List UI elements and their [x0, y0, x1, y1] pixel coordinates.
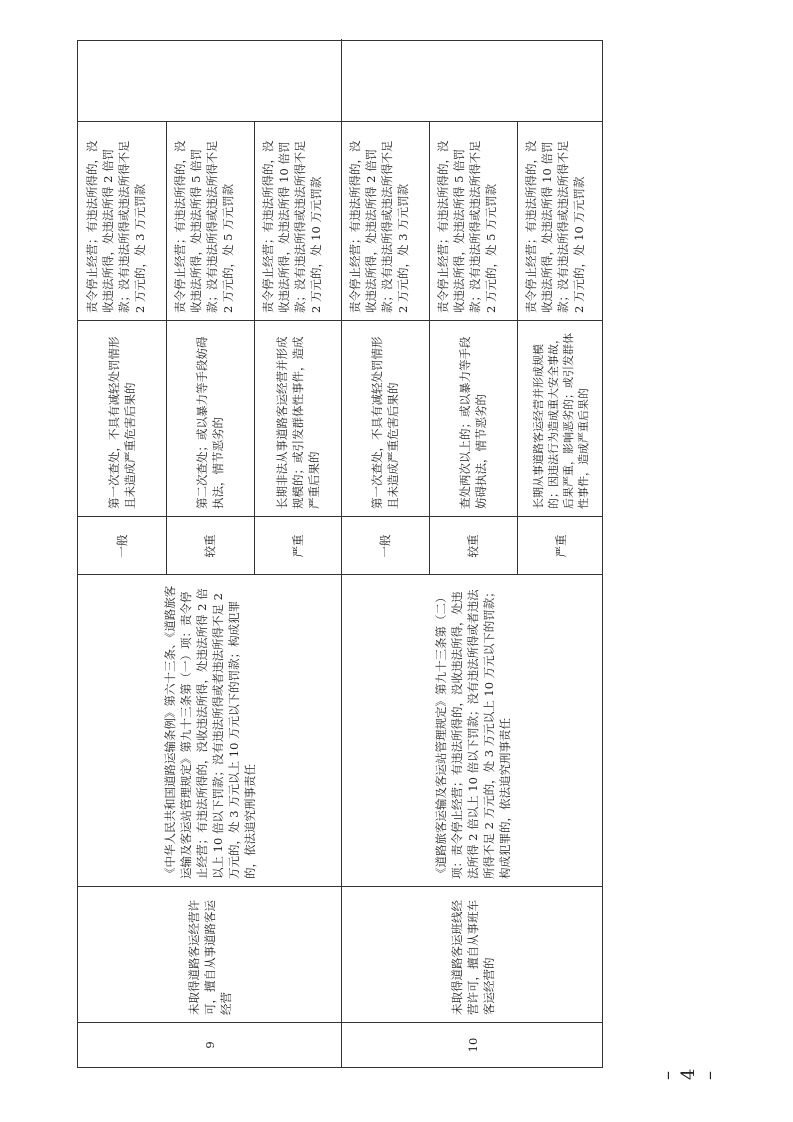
violation-item: [78, 887, 341, 1023]
violation-item-text: 未取得道路客运经营许可，擅自从事道路客运经营: [186, 900, 233, 1015]
grade-cell: 一般: [115, 534, 129, 558]
circumstance-cell: [166, 321, 254, 517]
penalty-cell: [341, 122, 429, 321]
circumstance-cell: [341, 321, 429, 517]
penalty-cell: [429, 122, 517, 321]
penalty-cell: [517, 122, 604, 321]
row-number: 10: [465, 1037, 480, 1053]
circumstance-text: 第一次查处，不具有减轻处罚情形且未造成严重危害后果的: [370, 336, 400, 509]
circumstance-text: 查处两次以上的；或以暴力等手段妨碍执法，情节恶劣的: [458, 336, 488, 509]
grade-cell: 较重: [466, 534, 480, 558]
penalty-text: 责令停止经营；有违法所得的，没收违法所得，处违法所得 10 倍罚款；没有违法所得或违法所得不足 2 万元的，处 10 万元罚款: [524, 140, 586, 313]
grade-cell: 严重: [290, 534, 305, 558]
grade-cell: 一般: [378, 534, 392, 558]
penalty-cell: [166, 122, 254, 321]
circumstance-cell: [78, 321, 166, 517]
circumstance-text: 第二次查处；或以暴力等手段妨碍执法，情节恶劣的: [195, 336, 225, 509]
circumstance-cell: [517, 321, 604, 517]
circumstance-text: 第一次查处，不具有减轻处罚情形且未造成严重危害后果的: [107, 336, 137, 509]
empty-cell: [78, 39, 341, 122]
penalty-text: 责令停止经营；有违法所得的，没收违法所得，处违法所得 5 倍罚款；没有违法所得或违法所得不足 2 万元的，处 5 万元罚款: [436, 140, 498, 313]
violation-item: [341, 887, 604, 1023]
penalty-text: 责令停止经营；有违法所得的，没收违法所得，处违法所得 10 倍罚款；没有违法所得或违法所得不足 2 万元的，处 10 万元罚款: [261, 140, 323, 313]
penalty-cell: [78, 122, 166, 321]
grade-cell: 严重: [553, 534, 568, 558]
legal-basis: [78, 575, 341, 887]
penalty-table: [77, 40, 603, 1068]
penalty-text: 责令停止经营；有违法所得的，没收违法所得，处违法所得 5 倍罚款；没有违法所得或违法所得不足 2 万元的，处 5 万元罚款: [173, 140, 235, 313]
penalty-text: 责令停止经营；有违法所得的，没收违法所得，处违法所得 2 倍罚款；没有违法所得或违法所得不足 2 万元的，处 3 万元罚款: [348, 140, 410, 313]
penalty-cell: [254, 122, 341, 321]
legal-basis-text: 《道路旅客运输及客运站管理规定》第九十三条第（二）项：责令停止经营；有违法所得的，没收违法所得，处违法所得 2 倍以上 10 倍以下罚款；没有违法所得或者违法所得不足 2 万元的，处 3 万元以上 10 万元以下的罚款；构成犯罪的，依法追究刑事责任: [433, 586, 512, 879]
circumstance-text: 长期从事道路客运经营并形成规模的；因违法行为造成重大安全事故，后果严重，影响恶劣的；或引发群体性事件，造成严重后果的: [531, 333, 590, 509]
row-number: 9: [202, 1041, 217, 1049]
violation-item-text: 未取得道路客运班线经营许可，擅自从事班车客运经营的: [449, 900, 496, 1015]
grade-cell: 较重: [203, 534, 217, 558]
circumstance-cell: [429, 321, 517, 517]
circumstance-text: 长期非法从事道路客运经营并形成规模的；或引发群体性事件，造成严重后果的: [274, 336, 321, 509]
legal-basis-text: 《中华人民共和国道路运输条例》第六十三条、《道路旅客运输及客运站管理规定》第九十三条第（一）项：责令停止经营；有违法所得的，没收违法所得，处违法所得 2 倍以上 10 倍以下罚款；没有违法所得或者违法所得不足 2 万元的，处 3 万元以上 10 万元以下的罚款；构成犯罪的，依法追究刑事责任: [162, 585, 257, 879]
empty-cell: [341, 39, 604, 122]
legal-basis: [341, 575, 604, 887]
penalty-text: 责令停止经营；有违法所得的，没收违法所得，处违法所得 2 倍罚款；没有违法所得或违法所得不足 2 万元的，处 3 万元罚款: [85, 140, 147, 313]
page-number: – 4 –: [656, 1062, 720, 1080]
circumstance-cell: [254, 321, 341, 517]
